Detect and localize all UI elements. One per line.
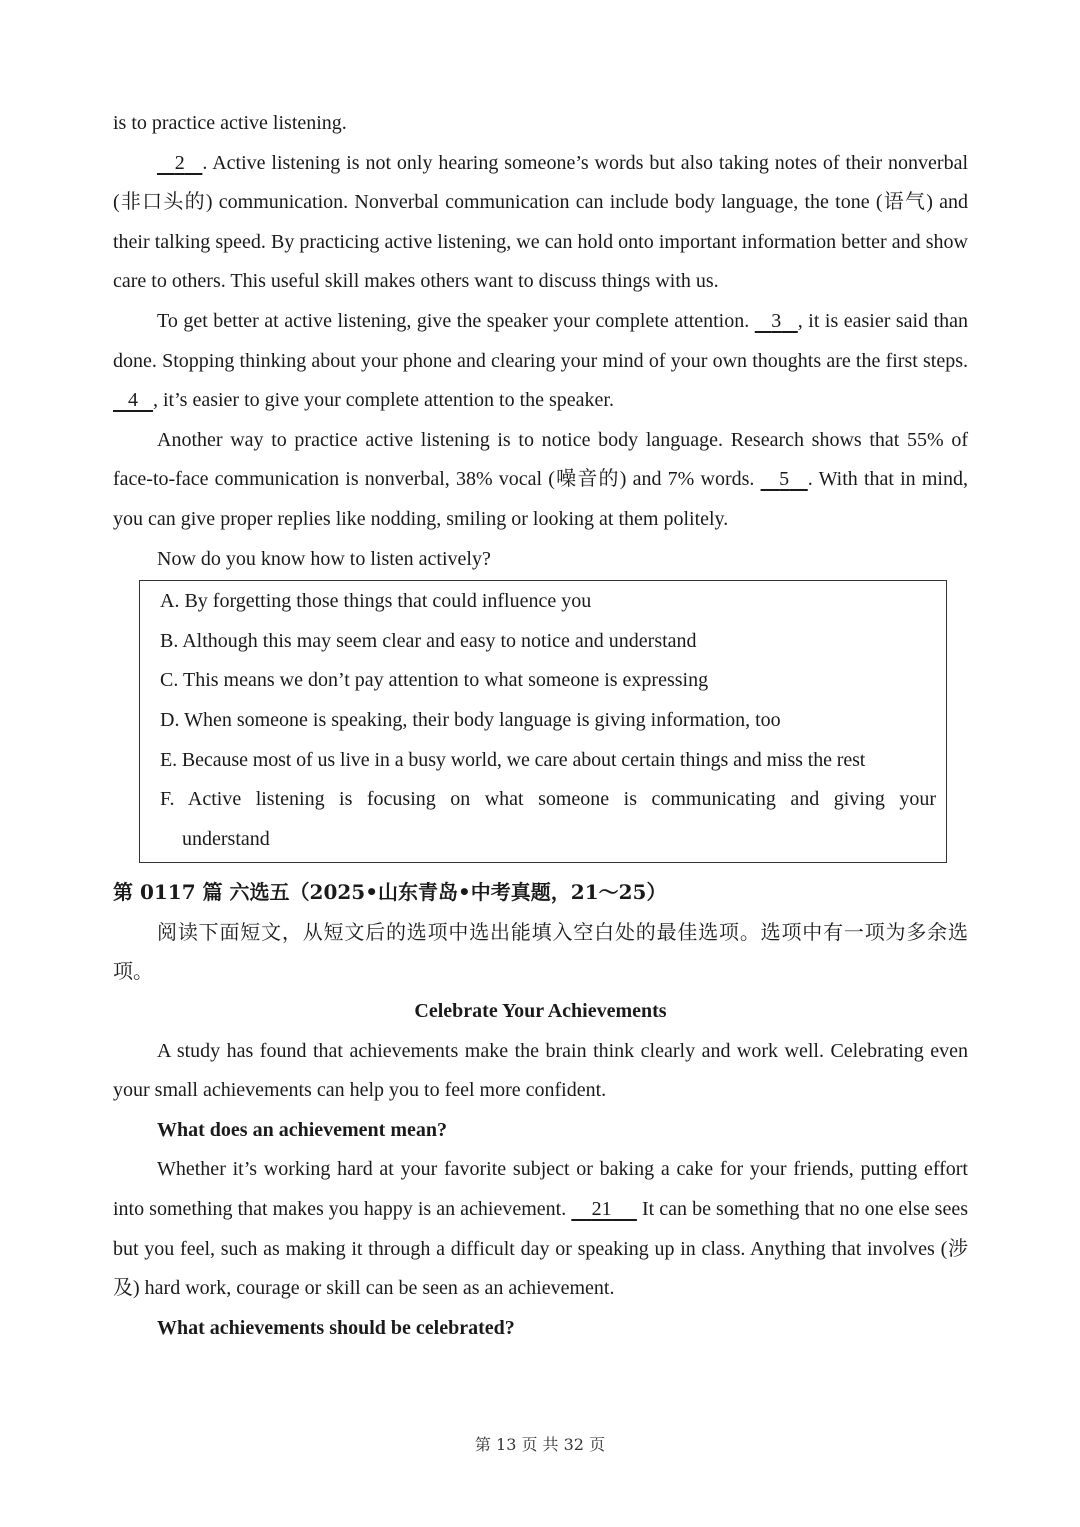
paragraph-3: To get better at active listening, give the speaker your complete attention. 3 , it is easier said than done. Stopping thinking about your phone and clearing your mind of your own thoughts are the first steps. 4 , it’s easier to give your complete attention to the speaker.	[113, 309, 969, 412]
option-f: F. Active listening is focusing on what someone is communicating and giving your	[160, 788, 936, 811]
paragraph-4: Another way to practice active listening is to notice body language. Research shows that 55% of face-to-face communication is nonverbal, 38% vocal (噪音的) and 7% words. 5 . With that in mind, you can give proper replies like nodding, smiling or looking at them politely.	[113, 428, 968, 530]
instruction-text: 阅读下面短文，从短文后的选项中选出能填入空白处的最佳选项。选项中有一项为多余选项。	[113, 919, 968, 984]
option-f-continued: understand	[182, 827, 270, 850]
passage-title: Celebrate Your Achievements	[414, 1000, 667, 1023]
passage2-paragraph-1: A study has found that achievements make the brain think clearly and work well. Celebrating even your small achievements can help you to feel more confident.	[113, 1039, 968, 1102]
option-c: C. This means we don’t pay attention to what someone is expressing	[160, 669, 709, 692]
subheading-2: What achievements should be celebrated?	[157, 1316, 515, 1339]
blank-4: 4	[128, 389, 138, 412]
option-b: B. Although this may seem clear and easy to notice and understand	[160, 629, 697, 652]
page-footer: 第 13 页 共 32 页	[474, 1435, 606, 1454]
paragraph-2: 2 . Active listening is not only hearing someone’s words but also taking notes of their nonverbal (非口头的) communication. Nonverbal communication can include body language, the tone (语气) and their talking speed. By practicing active listening, we can hold onto important information better and show care to others. This useful skill makes others want to discuss things with us.	[113, 151, 968, 293]
blank-21: 21	[591, 1198, 612, 1221]
paragraph-5: Now do you know how to listen actively?	[157, 547, 491, 570]
section-heading: 第 0117 篇 六选五（2025•山东青岛•中考真题，21～25）	[113, 880, 667, 905]
passage2-paragraph-2: Whether it’s working hard at your favorite subject or baking a cake for your friends, putting effort into something that makes you happy is an achievement. 21 It can be something that no one else sees but you feel, such as making it through a difficult day or speaking up in class. Anything that involves (涉及) hard work, courage or skill can be seen as an achievement.	[113, 1158, 968, 1300]
blank-5: 5	[779, 468, 790, 491]
option-a: A. By forgetting those things that could influence you	[160, 590, 592, 613]
options-box	[139, 580, 947, 863]
blank-2: 2	[174, 151, 185, 174]
blank-3: 3	[771, 309, 782, 332]
option-e: E. Because most of us live in a busy world, we care about certain things and miss the rest	[160, 748, 866, 771]
option-d: D. When someone is speaking, their body language is giving information, too	[160, 708, 781, 731]
document-content	[113, 104, 968, 1348]
paragraph-1-tail: is to practice active listening.	[113, 112, 347, 134]
subheading-1: What does an achievement mean?	[157, 1118, 447, 1141]
